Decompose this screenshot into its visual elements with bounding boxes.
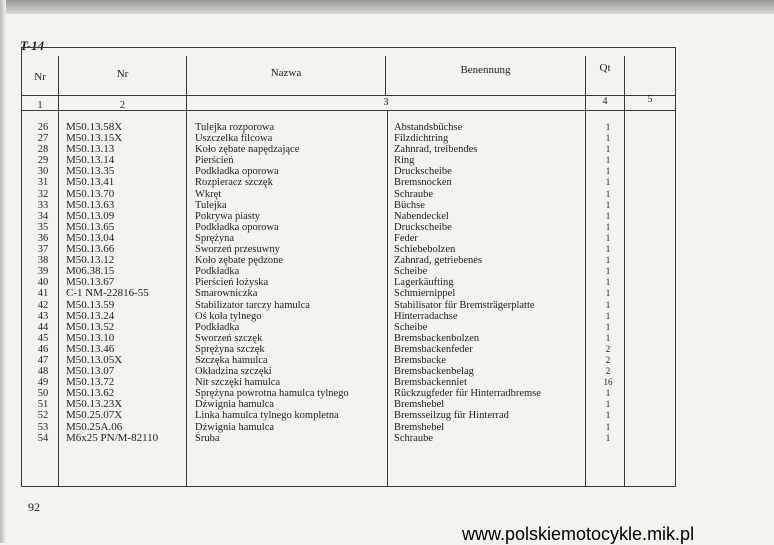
row-nazwa: Linka hamulca tylnego kompletna <box>195 410 339 422</box>
row-part-number: M50.13.62 <box>66 387 115 400</box>
row-part-number: M50.13.41 <box>66 176 115 189</box>
row-nazwa: Okładzina szczęki <box>195 366 272 378</box>
column-benennung <box>394 122 586 444</box>
column-part-number <box>66 122 188 444</box>
row-part-number: M50.13.70 <box>66 187 115 200</box>
row-nr: 47 <box>37 354 49 366</box>
row-part-number: M50.13.52 <box>66 320 115 333</box>
sheet-label: T-14 <box>20 38 45 53</box>
row-benennung: Scheibe <box>394 321 428 333</box>
row-benennung: Filzdichtring <box>394 133 449 145</box>
row-nazwa: Podkładka <box>195 266 240 278</box>
row-part-number: M50.13.12 <box>66 254 115 267</box>
col-divider-1 <box>58 56 59 487</box>
row-nr: 50 <box>37 388 49 400</box>
row-nr: 45 <box>37 332 49 344</box>
header-ni: Nr <box>116 68 129 80</box>
row-nr: 26 <box>37 122 49 133</box>
row-part-number: M50.25.07X <box>66 409 123 422</box>
row-benennung: Bremsbackenbelag <box>394 366 474 378</box>
header-rule <box>21 95 676 96</box>
column-qt <box>596 122 620 444</box>
page-number: 92 <box>28 500 40 514</box>
row-nazwa: Stabilizator tarczy hamulca <box>195 299 310 311</box>
header-benennung: Benennung <box>460 64 511 76</box>
row-nr: 37 <box>37 244 49 256</box>
row-benennung: Schiebebolzen <box>394 244 456 256</box>
row-part-number: M50.13.23X <box>66 398 123 411</box>
row-nr: 54 <box>37 432 49 444</box>
row-benennung: Zahnrad, treibendes <box>394 144 478 156</box>
row-nazwa: Śruba <box>195 432 220 444</box>
scan-left-edge <box>0 0 6 543</box>
row-nazwa: Sprężyna szczęk <box>195 343 265 355</box>
row-qt: 1 <box>605 144 611 155</box>
row-nazwa: Tulejka <box>195 199 227 211</box>
row-nr: 28 <box>37 144 49 156</box>
row-benennung: Druckscheibe <box>394 221 452 233</box>
row-benennung: Schraube <box>394 188 434 200</box>
row-benennung: Druckscheibe <box>394 166 452 178</box>
row-benennung: Schmiernippel <box>394 288 456 300</box>
row-benennung: Rückzugfeder für Hinterradbremse <box>394 388 541 400</box>
row-nazwa: Koło zębate pędzone <box>195 255 284 267</box>
row-qt: 2 <box>605 354 611 365</box>
row-nazwa: Podkładka oporowa <box>195 166 279 178</box>
row-benennung: Nabendeckel <box>394 210 449 222</box>
col-divider-5 <box>624 56 625 487</box>
row-benennung: Schraube <box>394 432 434 444</box>
row-qt: 1 <box>605 188 611 199</box>
row-nazwa: Dźwignia hamulca <box>195 421 275 433</box>
row-benennung: Bremshebel <box>394 399 445 411</box>
row-part-number: M50.13.04 <box>66 231 115 244</box>
row-part-number: M50.13.59 <box>66 298 115 311</box>
row-part-number: M50.13.35 <box>66 165 115 178</box>
row-nr: 52 <box>37 410 49 422</box>
row-benennung: Bremsseilzug für Hinterrad <box>394 410 509 422</box>
row-nazwa: Szczęka hamulca <box>195 354 268 366</box>
row-part-number: M50.13.58X <box>66 121 123 133</box>
row-qt: 1 <box>605 244 611 255</box>
row-qt: 1 <box>605 277 611 288</box>
col-number-1: 1 <box>37 100 43 111</box>
row-qt: 1 <box>605 266 611 277</box>
row-qt: 1 <box>605 155 611 166</box>
row-qt: 1 <box>605 133 611 144</box>
row-nr: 30 <box>37 166 49 178</box>
row-nr: 44 <box>37 321 49 333</box>
row-nr: 32 <box>37 188 49 200</box>
row-part-number: M50.13.14 <box>66 154 115 167</box>
watermark: www.polskiemotocykle.mik.pl <box>462 524 695 544</box>
row-qt: 1 <box>605 410 611 421</box>
row-nr: 34 <box>37 210 49 222</box>
row-part-number: M50.13.09 <box>66 209 115 222</box>
row-part-number: M50.13.10 <box>66 331 115 344</box>
row-nr: 38 <box>37 255 49 267</box>
column-nr <box>30 122 56 444</box>
row-nazwa: Sworzeń przesuwny <box>195 244 280 256</box>
row-nazwa: Oś koła tylnego <box>195 310 262 322</box>
row-nr: 53 <box>37 421 49 433</box>
row-nr: 42 <box>37 299 49 311</box>
row-benennung: Hinterradachse <box>394 310 458 322</box>
row-nazwa: Uszczelka filcowa <box>195 133 273 145</box>
row-qt: 1 <box>605 310 611 321</box>
col-number-3: 3 <box>383 97 389 108</box>
row-part-number: M50.13.05X <box>66 353 123 366</box>
row-nazwa: Sprężyna <box>195 232 235 244</box>
row-nr: 36 <box>37 232 49 244</box>
column-nazwa <box>195 122 385 444</box>
row-benennung: Büchse <box>394 199 425 211</box>
row-nazwa: Smarowniczka <box>195 288 258 300</box>
col-number-5: 5 <box>647 94 653 105</box>
row-qt: 1 <box>605 321 611 332</box>
row-part-number: M6x25 PN/M-82110 <box>66 431 159 444</box>
row-benennung: Scheibe <box>394 266 428 278</box>
col-number-4: 4 <box>602 96 608 107</box>
row-part-number: M50.13.15X <box>66 132 123 145</box>
row-nazwa: Dźwignia hamulca <box>195 399 275 411</box>
row-benennung: Zahnrad, getriebenes <box>394 255 483 267</box>
row-nr: 40 <box>37 277 49 289</box>
row-nazwa: Pierścień <box>195 155 234 167</box>
row-part-number: M50.13.67 <box>66 276 115 289</box>
row-qt: 1 <box>605 299 611 310</box>
row-benennung: Feder <box>394 232 418 244</box>
row-qt: 1 <box>605 288 611 299</box>
row-benennung: Bremsbackenniet <box>394 377 467 389</box>
row-part-number: M50.13.13 <box>66 143 115 156</box>
row-part-number: M50.13.72 <box>66 376 115 389</box>
row-qt: 1 <box>605 210 611 221</box>
row-nr: 48 <box>37 366 49 378</box>
col-number-2: 2 <box>120 100 125 111</box>
row-nr: 41 <box>37 288 49 300</box>
row-nazwa: Wkręt <box>195 188 222 200</box>
row-nazwa: Tulejka rozporowa <box>195 122 275 133</box>
header-nr: Nr <box>34 71 46 83</box>
row-nr: 39 <box>37 266 49 278</box>
row-benennung: Bremsbackenfeder <box>394 343 473 355</box>
scan-top-edge <box>0 0 774 14</box>
row-benennung: Lagerkäufting <box>394 277 454 289</box>
row-nr: 33 <box>37 199 49 211</box>
row-nazwa: Koło zębate napędzające <box>195 144 300 156</box>
row-benennung: Stabilisator für Bremsträgerplatte <box>394 299 535 311</box>
row-nr: 27 <box>37 133 49 145</box>
row-part-number: M50.13.65 <box>66 220 115 233</box>
row-qt: 2 <box>605 366 611 377</box>
row-qt: 1 <box>605 388 611 399</box>
row-nazwa: Podkładka oporowa <box>195 221 279 233</box>
row-qt: 1 <box>605 421 611 432</box>
row-benennung: Abstandsbüchse <box>394 122 463 133</box>
row-qt: 1 <box>605 166 611 177</box>
row-qt: 1 <box>605 199 611 210</box>
row-nazwa: Podkładka <box>195 321 240 333</box>
row-benennung: Bremsbackenbolzen <box>394 332 480 344</box>
row-qt: 1 <box>605 221 611 232</box>
row-nr: 35 <box>37 221 49 233</box>
row-benennung: Bremsbacke <box>394 354 446 366</box>
row-part-number: M50.13.66 <box>66 243 115 256</box>
row-part-number: M50.13.46 <box>66 342 115 355</box>
row-qt: 2 <box>605 343 611 354</box>
row-nr: 43 <box>37 310 49 322</box>
col-divider-3b <box>387 110 388 487</box>
row-nazwa: Sworzeń szczęk <box>195 332 263 344</box>
row-part-number: M50.13.63 <box>66 198 115 211</box>
header-qt: Qt <box>599 62 611 74</box>
row-part-number: M50.13.24 <box>66 309 115 322</box>
row-benennung: Ring <box>394 155 415 167</box>
row-nazwa: Pokrywa piasty <box>195 210 261 222</box>
row-nr: 46 <box>37 343 49 355</box>
row-nazwa: Nit szczęki hamulca <box>195 377 281 389</box>
row-nazwa: Sprężyna powrotna hamulca tylnego <box>195 388 349 400</box>
row-nr: 51 <box>37 399 49 411</box>
row-nazwa: Pierścień łożyska <box>195 277 269 289</box>
row-nr: 29 <box>37 155 49 167</box>
row-qt: 1 <box>605 332 611 343</box>
row-qt: 1 <box>605 232 611 243</box>
row-nr: 49 <box>37 377 49 389</box>
row-qt: 1 <box>605 122 611 132</box>
row-part-number: C-1 NM-22816-55 <box>66 287 149 300</box>
row-part-number: M50.25A.06 <box>66 420 123 433</box>
row-part-number: M50.13.07 <box>66 365 115 378</box>
row-qt: 16 <box>603 377 613 388</box>
row-nazwa: Rozpieracz szczęk <box>195 177 273 189</box>
row-qt: 1 <box>605 177 611 188</box>
row-nr: 31 <box>37 177 49 189</box>
row-qt: 1 <box>605 432 611 443</box>
row-part-number: M06.38.15 <box>66 265 115 278</box>
header-nazwa: Nazwa <box>270 67 302 79</box>
row-benennung: Bremshebel <box>394 421 445 433</box>
row-benennung: Bremsnocken <box>394 177 452 189</box>
row-qt: 1 <box>605 399 611 410</box>
row-qt: 1 <box>605 255 611 266</box>
